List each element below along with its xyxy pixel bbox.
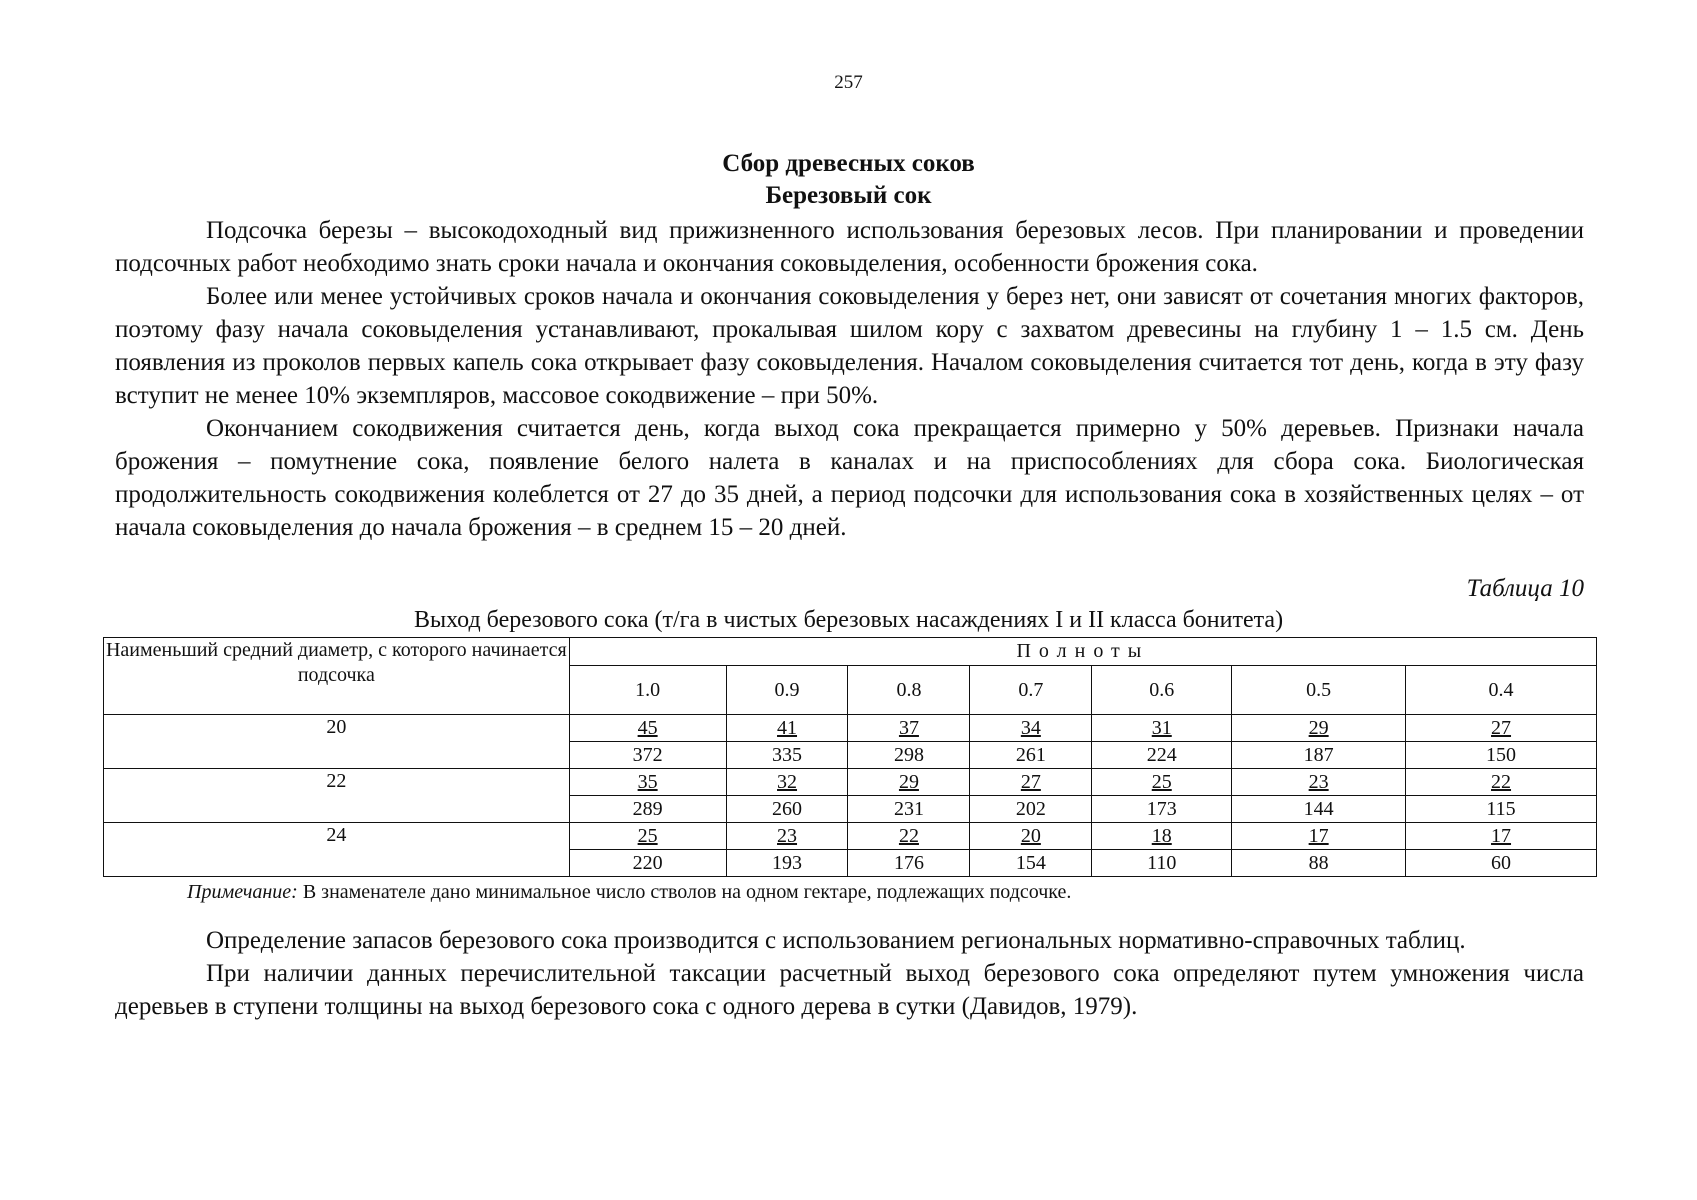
trees-cell: 224 [1092,742,1232,769]
column-header: 0.9 [726,666,848,715]
paragraph: При наличии данных перечислительной таксации расчетный выход березового сока определяют путем умножения числа деревьев в ступени толщины на выход березового сока с одного дерева в сутки (Давидов, 1979). [115,960,1584,1020]
trees-cell: 60 [1406,850,1597,877]
intro-text [115,214,1584,544]
trees-cell: 335 [726,742,848,769]
yield-cell: 25 [1092,769,1232,796]
column-header: 0.6 [1092,666,1232,715]
table-row [104,769,1597,796]
yield-cell: 22 [1406,769,1597,796]
trees-cell: 372 [569,742,726,769]
yield-cell: 22 [848,823,970,850]
yield-cell: 20 [970,823,1092,850]
yield-cell: 29 [848,769,970,796]
sap-yield-table [103,637,1597,877]
trees-cell: 88 [1232,850,1406,877]
trees-cell: 115 [1406,796,1597,823]
yield-cell: 23 [726,823,848,850]
note-text: В знаменателе дано минимальное число стволов на одном гектаре, подлежащих подсочке. [297,881,1072,903]
table-row [104,823,1597,850]
outro-text [115,924,1584,1023]
yield-cell: 17 [1232,823,1406,850]
yield-cell: 29 [1232,715,1406,742]
yield-cell: 34 [970,715,1092,742]
trees-cell: 220 [569,850,726,877]
trees-cell: 144 [1232,796,1406,823]
yield-cell: 25 [569,823,726,850]
yield-cell: 37 [848,715,970,742]
table-caption: Выход березового сока (т/га в чистых березовых насаждениях I и II класса бонитета) [413,607,1284,633]
column-header: 0.4 [1406,666,1597,715]
section-subtitle: Березовый сок [765,182,932,209]
yield-cell: 32 [726,769,848,796]
group-header: Полноты [569,638,1596,666]
table-label: Таблица 10 [1466,575,1584,602]
diameter-cell: 22 [104,769,570,823]
paragraph: Определение запасов березового сока производится с использованием региональных нормативно-справочных таблиц. [206,927,1466,954]
paragraph: Окончанием сокодвижения считается день, когда выход сока прекращается примерно у 50% деревьев. Признаки начала брожения – помутнение сока, появление белого налета в каналах и на приспособлениях для сбора сока. Биологическая продолжительность сокодвижения колеблется от 27 до 35 дней, а период подсочки для использования сока в хозяйственных целях – от начала соковыделения до начала брожения – в среднем 15 – 20 дней. [115,415,1584,541]
trees-cell: 150 [1406,742,1597,769]
yield-cell: 27 [970,769,1092,796]
row-header: Наименьший средний диаметр, с которого начинается подсочка [104,638,570,715]
trees-cell: 154 [970,850,1092,877]
trees-cell: 202 [970,796,1092,823]
column-header: 0.7 [970,666,1092,715]
diameter-cell: 24 [104,823,570,877]
trees-cell: 261 [970,742,1092,769]
note-label: Примечание: [187,881,298,903]
trees-cell: 298 [848,742,970,769]
column-header: 0.8 [848,666,970,715]
diameter-cell: 20 [104,715,570,769]
trees-cell: 173 [1092,796,1232,823]
yield-cell: 23 [1232,769,1406,796]
trees-cell: 187 [1232,742,1406,769]
table-row [104,715,1597,742]
yield-cell: 17 [1406,823,1597,850]
yield-cell: 18 [1092,823,1232,850]
paragraph: Более или менее устойчивых сроков начала и окончания соковыделения у берез нет, они зависят от сочетания многих факторов, поэтому фазу начала соковыделения устанавливают, прокалывая шилом кору с захватом древесины на глубину 1 – 1.5 см. День появления из проколов первых капель сока открывает фазу соковыделения. Началом соковыделения считается тот день, когда в эту фазу вступит не менее 10% экземпляров, массовое сокодвижение – при 50%. [115,283,1584,409]
page-number: 257 [834,72,863,93]
yield-cell: 31 [1092,715,1232,742]
trees-cell: 260 [726,796,848,823]
trees-cell: 289 [569,796,726,823]
yield-cell: 45 [569,715,726,742]
trees-cell: 110 [1092,850,1232,877]
yield-cell: 35 [569,769,726,796]
trees-cell: 231 [848,796,970,823]
section-title: Сбор древесных соков [722,150,975,177]
column-header: 1.0 [569,666,726,715]
column-header: 0.5 [1232,666,1406,715]
yield-cell: 27 [1406,715,1597,742]
trees-cell: 176 [848,850,970,877]
table-note [187,881,1071,904]
trees-cell: 193 [726,850,848,877]
paragraph: Подсочка березы – высокодоходный вид прижизненного использования березовых лесов. При планировании и проведении подсочных работ необходимо знать сроки начала и окончания соковыделения, особенности брожения сока. [115,217,1584,277]
yield-cell: 41 [726,715,848,742]
